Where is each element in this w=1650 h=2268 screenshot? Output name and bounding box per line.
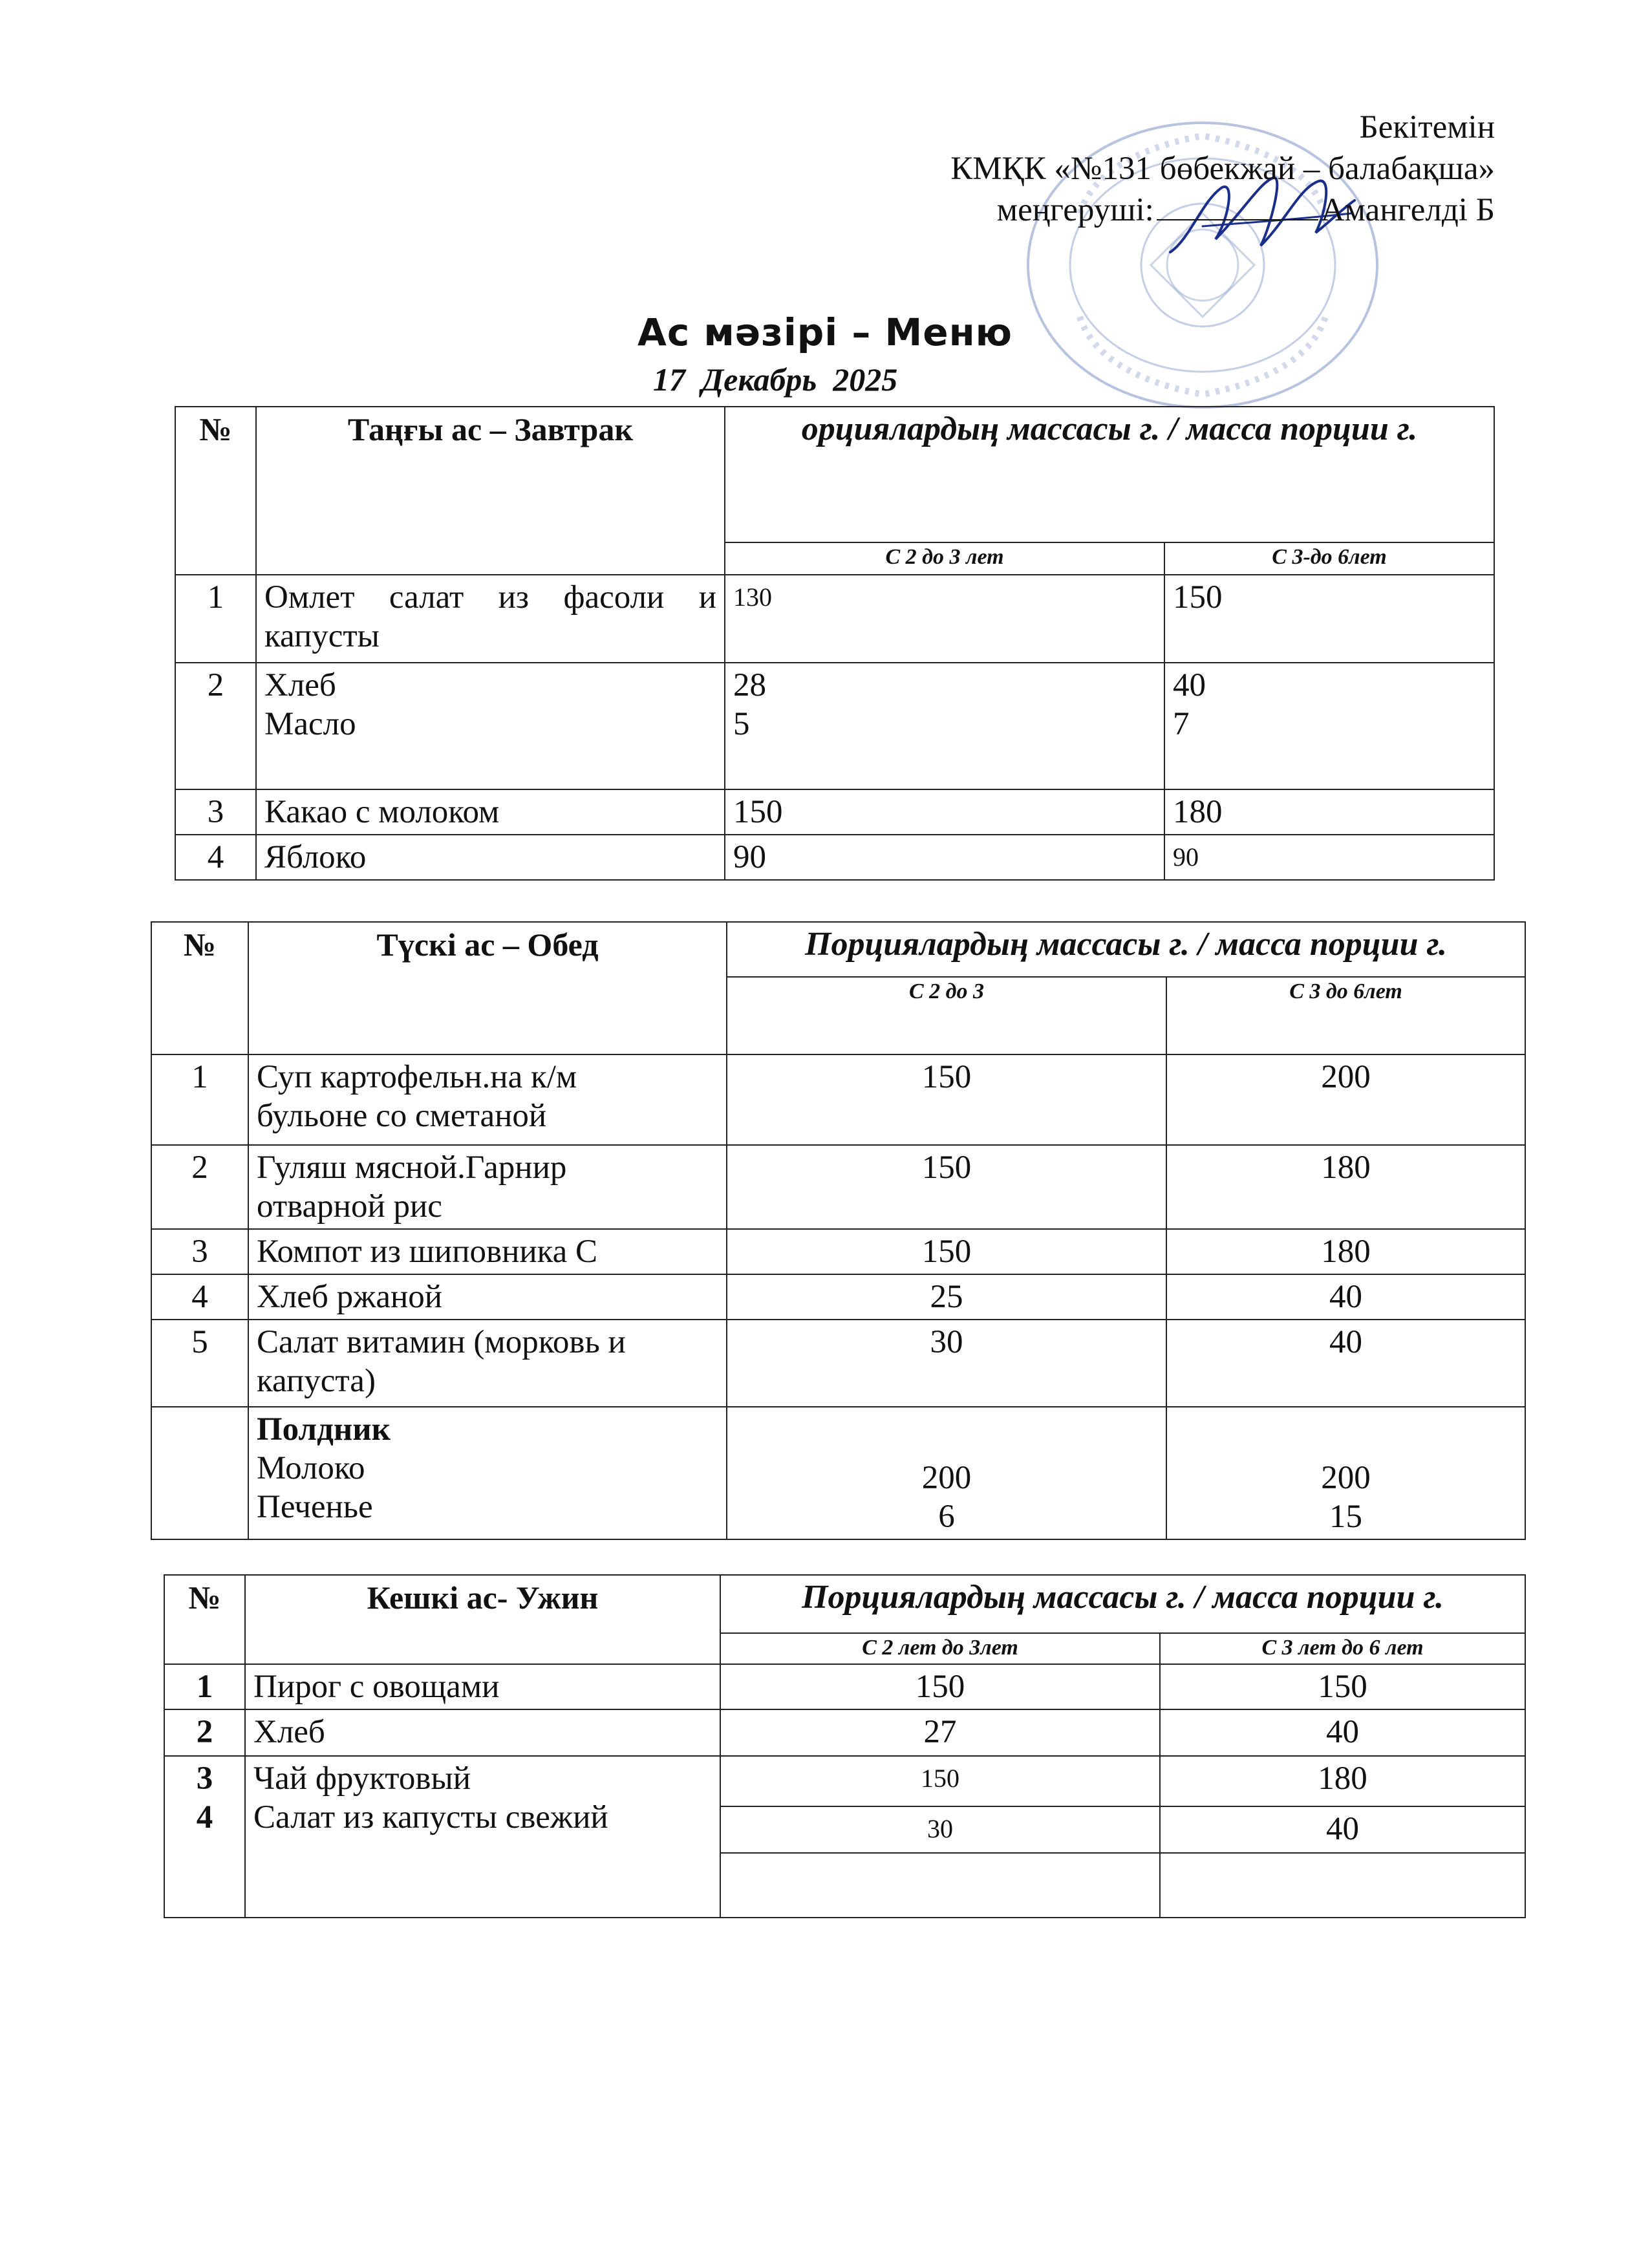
table-row <box>151 1229 1525 1274</box>
dish-cabbage-salad: Салат из капусты свежий <box>253 1799 608 1835</box>
table-row <box>175 663 1494 789</box>
table-row <box>151 1145 1525 1229</box>
page-title: Ас мәзірі – Меню <box>637 310 1013 354</box>
dish-name: Яблоко <box>256 835 725 880</box>
menu-date: 17 Декабрь 2025 <box>653 361 898 398</box>
director-line <box>950 189 1495 231</box>
portion-2-3: 150 <box>727 1054 1166 1145</box>
table-row <box>164 1756 1525 1806</box>
row-number: 4 <box>175 835 256 880</box>
signature-line <box>1157 193 1318 220</box>
col-number-header: № <box>151 922 248 1054</box>
row-number: 3 <box>151 1229 248 1274</box>
dish-name <box>256 663 725 789</box>
row-number-3: 3 <box>196 1760 213 1797</box>
portion-3-6: 150 <box>1164 575 1494 663</box>
portion-3-6: 180 <box>1164 789 1494 835</box>
row-number: 1 <box>151 1054 248 1145</box>
snack-title: Полдник <box>257 1411 391 1448</box>
portion-mass-header: орциялардың массасы г. / масса порции г. <box>725 407 1494 542</box>
row-number-4: 4 <box>196 1799 213 1835</box>
portion-cookies: 6 <box>938 1499 955 1535</box>
row-number: 4 <box>151 1274 248 1320</box>
row-number: 1 <box>175 575 256 663</box>
dinner-table <box>164 1574 1526 1918</box>
breakfast-meal-header: Таңғы ас – Завтрак <box>256 407 725 575</box>
dish-name: Омлет салат из фасоли и капусты <box>256 575 725 663</box>
portion-2-3: 150 <box>727 1229 1166 1274</box>
portion-3-6: 180 <box>1166 1145 1525 1229</box>
dish-name <box>248 1320 727 1407</box>
dish-name: Компот из шиповника С <box>248 1229 727 1274</box>
dish-fruit-tea: Чай фруктовый <box>253 1760 471 1797</box>
empty-cell <box>720 1853 1160 1918</box>
col-number-header: № <box>164 1575 245 1664</box>
portion-3-6: 180 <box>1166 1229 1525 1274</box>
table-row <box>151 1320 1525 1407</box>
portion-2-3 <box>725 663 1164 789</box>
portion-2-3: 90 <box>725 835 1164 880</box>
institution-name: КМҚК «№131 бөбекжай – балабақша» <box>950 151 1495 187</box>
breakfast-table <box>175 406 1495 881</box>
row-number: 3 <box>175 789 256 835</box>
dish-name <box>248 1054 727 1145</box>
portion-3-6 <box>1164 663 1494 789</box>
dish-butter: Масло <box>264 706 356 742</box>
portion-2-3: 30 <box>720 1806 1160 1853</box>
age-3-6-header: С 3-до 6лет <box>1164 542 1494 575</box>
row-number <box>164 1756 245 1918</box>
portion-2-3: 150 <box>720 1664 1160 1709</box>
age-2-3-header: С 2 лет до 3лет <box>720 1633 1160 1664</box>
dish-line-1: Гуляш мясной.Гарнир <box>257 1150 567 1186</box>
row-number <box>151 1407 248 1539</box>
portion-3-6: 200 <box>1166 1054 1525 1145</box>
portion-bread: 28 <box>733 667 766 703</box>
row-number: 2 <box>151 1145 248 1229</box>
table-row <box>164 1709 1525 1756</box>
portion-milk: 200 <box>921 1460 972 1496</box>
portion-2-3: 25 <box>727 1274 1166 1320</box>
portion-2-3 <box>727 1407 1166 1539</box>
snack-row <box>151 1407 1525 1539</box>
row-number: 2 <box>164 1709 245 1756</box>
portion-2-3: 30 <box>727 1320 1166 1407</box>
row-number: 2 <box>175 663 256 789</box>
dish-line-2: отварной рис <box>257 1188 442 1225</box>
dish-name: Какао с молоком <box>256 789 725 835</box>
portion-3-6: 40 <box>1160 1806 1525 1853</box>
portion-2-3: 150 <box>725 789 1164 835</box>
table-row <box>151 1274 1525 1320</box>
age-2-3-header: С 2 до 3 лет <box>725 542 1164 575</box>
dish-name <box>245 1756 720 1918</box>
age-3-6-header: С 3 до 6лет <box>1166 977 1525 1054</box>
portion-mass-header: Порциялардың массасы г. / масса порции г. <box>727 922 1525 977</box>
director-name: Амангелді Б <box>1320 192 1495 228</box>
dish-bread: Хлеб <box>264 667 336 703</box>
table-row <box>175 575 1494 663</box>
portion-2-3: 27 <box>720 1709 1160 1756</box>
lunch-table <box>151 921 1526 1540</box>
snack-milk: Молоко <box>257 1450 365 1486</box>
portion-3-6: 40 <box>1160 1709 1525 1756</box>
snack-cookies: Печенье <box>257 1489 373 1525</box>
lunch-meal-header: Түскі ас – Обед <box>248 922 727 1054</box>
dish-line-2: бульоне со сметаной <box>257 1098 547 1134</box>
portion-bread: 40 <box>1173 667 1206 703</box>
approval-title: Бекітемін <box>1359 109 1495 145</box>
dish-line-2: капуста) <box>257 1363 376 1399</box>
age-3-6-header: С 3 лет до 6 лет <box>1160 1633 1525 1664</box>
dish-name: Пирог с овощами <box>245 1664 720 1709</box>
portion-3-6: 40 <box>1166 1274 1525 1320</box>
age-2-3-header: С 2 до 3 <box>727 977 1166 1054</box>
table-row <box>175 835 1494 880</box>
row-number: 5 <box>151 1320 248 1407</box>
director-label: меңгеруші: <box>996 192 1154 228</box>
col-number-header: № <box>175 407 256 575</box>
portion-cookies: 15 <box>1329 1499 1362 1535</box>
dish-name <box>248 1145 727 1229</box>
portion-2-3: 150 <box>720 1756 1160 1806</box>
table-row <box>175 789 1494 835</box>
portion-2-3: 150 <box>727 1145 1166 1229</box>
portion-3-6 <box>1166 1407 1525 1539</box>
portion-3-6: 90 <box>1164 835 1494 880</box>
portion-butter: 7 <box>1173 706 1190 742</box>
table-row <box>151 1054 1525 1145</box>
dish-line-1: Салат витамин (морковь и <box>257 1324 626 1360</box>
portion-3-6: 150 <box>1160 1664 1525 1709</box>
portion-3-6: 180 <box>1160 1756 1525 1806</box>
dish-name: Хлеб <box>245 1709 720 1756</box>
dish-name: Хлеб ржаной <box>248 1274 727 1320</box>
dinner-meal-header: Кешкі ас- Ужин <box>245 1575 720 1664</box>
portion-2-3: 130 <box>725 575 1164 663</box>
approval-block <box>950 107 1495 231</box>
empty-cell <box>1160 1853 1525 1918</box>
portion-mass-header: Порциялардың массасы г. / масса порции г. <box>720 1575 1525 1633</box>
portion-butter: 5 <box>733 706 750 742</box>
portion-3-6: 40 <box>1166 1320 1525 1407</box>
dish-line-1: Суп картофельн.на к/м <box>257 1059 577 1095</box>
row-number: 1 <box>164 1664 245 1709</box>
snack-items <box>248 1407 727 1539</box>
table-row <box>164 1664 1525 1709</box>
portion-milk: 200 <box>1321 1460 1371 1496</box>
